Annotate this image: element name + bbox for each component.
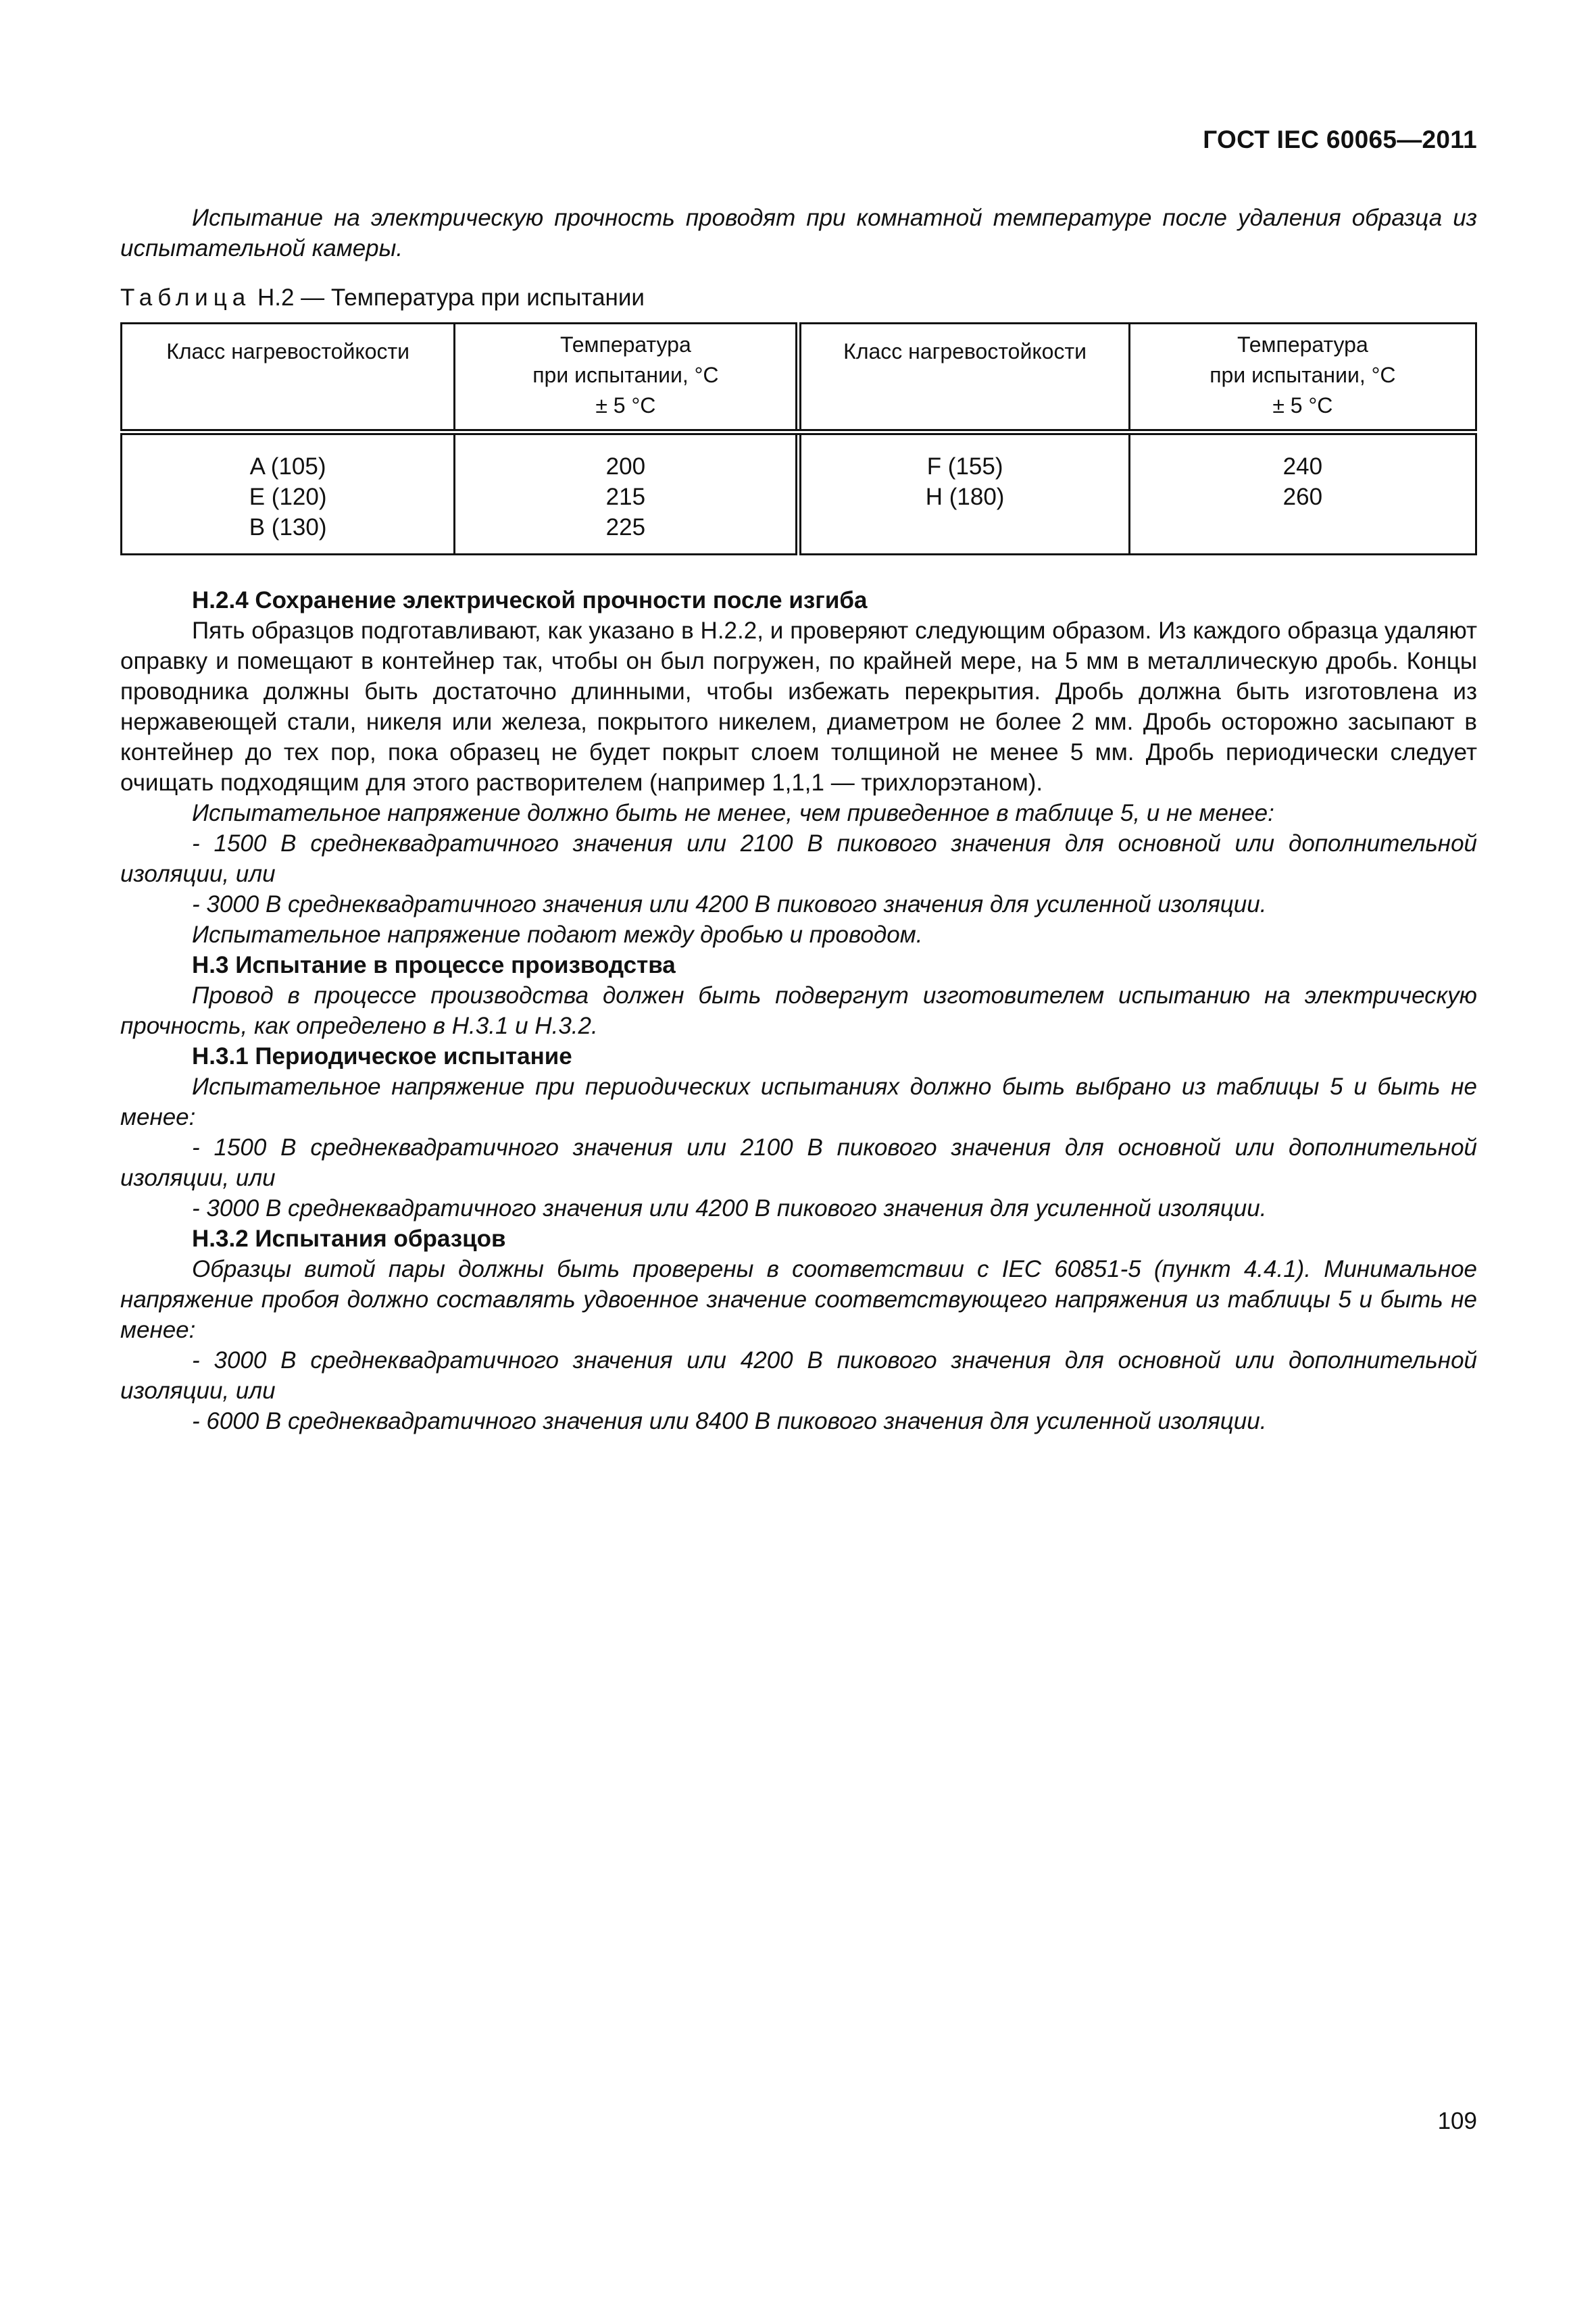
cell-temps-1: 200 215 225 xyxy=(455,432,799,555)
section-h32-title: H.3.2 Испытания образцов xyxy=(192,1226,506,1252)
header-class-1: Класс нагревостойкости xyxy=(122,324,455,432)
table-caption xyxy=(120,282,1477,313)
cell-classes-1: A (105) E (120) B (130) xyxy=(122,432,455,555)
section-h32-item-1: - 3000 В среднеквадратичного значения или 4200 В пикового значения для основной или дополнительной изоляции, или xyxy=(120,1347,1477,1404)
header-temp-2: Температура при испытании, °C ± 5 °C xyxy=(1129,324,1476,432)
table-row xyxy=(122,432,1476,555)
section-h3-body: Провод в процессе производства должен быть подвергнут изготовителем испытанию на электрическую прочность, как определено в H.3.1 и H.3.2. xyxy=(120,982,1477,1039)
table-caption-title: H.2 — Температура при испытании xyxy=(251,284,645,311)
section-h31-body: Испытательное напряжение при периодических испытаниях должно быть выбрано из таблицы 5 и быть не менее: xyxy=(120,1074,1477,1130)
section-h31-item-2: - 3000 В среднеквадратичного значения или 4200 В пикового значения для усиленной изоляции. xyxy=(192,1195,1267,1222)
page-content xyxy=(120,203,1477,1436)
document-header: ГОСТ IEC 60065—2011 xyxy=(1203,126,1477,153)
table-caption-label: Таблица xyxy=(120,284,251,311)
section-h32-item-2: - 6000 В среднеквадратичного значения или 8400 В пикового значения для усиленной изоляции. xyxy=(192,1408,1267,1434)
section-h3-title: H.3 Испытание в процессе производства xyxy=(192,952,676,978)
section-h24-title: H.2.4 Сохранение электрической прочности после изгиба xyxy=(192,587,868,613)
cell-classes-2: F (155) H (180) xyxy=(799,432,1129,555)
section-h32-body: Образцы витой пары должны быть проверены в соответствии с IEC 60851-5 (пункт 4.4.1). Минимальное напряжение пробоя должно составлять удвоенное значение соответствующего напряжения из таблицы 5 и быть не менее: xyxy=(120,1256,1477,1343)
intro-paragraph: Испытание на электрическую прочность проводят при комнатной температуре после удаления образца из испытательной камеры. xyxy=(120,205,1477,261)
section-h24-item-1: - 1500 В среднеквадратичного значения или 2100 В пикового значения для основной или дополнительной изоляции, или xyxy=(120,830,1477,887)
section-h24-requirement: Испытательное напряжение должно быть не менее, чем приведенное в таблице 5, и не менее: xyxy=(192,800,1274,826)
section-h24-body: Пять образцов подготавливают, как указано в H.2.2, и проверяют следующим образом. Из каждого образца удаляют оправку и помещают в контейнер так, чтобы он был погружен, по крайней мере, на 5 мм в металлическую дробь. Концы проводника должны быть достаточно длинными, чтобы избежать перекрытия. Дробь должна быть изготовлена из нержавеющей стали, никеля или железа, покрытого никелем, диаметром не более 2 мм. Дробь осторожно засыпают в контейнер до тех пор, пока образец не будет покрыт слоем толщиной не менее 5 мм. Дробь периодически следует очищать подходящим для этого растворителем (например 1,1,1 — трихлорэтаном). xyxy=(120,618,1477,796)
section-h24-voltage-note: Испытательное напряжение подают между дробью и проводом. xyxy=(192,922,923,948)
cell-temps-2: 240 260 xyxy=(1129,432,1476,555)
temperature-table xyxy=(120,322,1477,555)
page-number: 109 xyxy=(1437,2108,1477,2134)
section-h31-item-1: - 1500 В среднеквадратичного значения или 2100 В пикового значения для основной или дополнительной изоляции, или xyxy=(120,1134,1477,1191)
section-h31-title: H.3.1 Периодическое испытание xyxy=(192,1043,572,1070)
header-class-2: Класс нагревостойкости xyxy=(799,324,1129,432)
header-temp-1: Температура при испытании, °C ± 5 °C xyxy=(455,324,799,432)
table-header-row xyxy=(122,324,1476,432)
section-h24-item-2: - 3000 В среднеквадратичного значения или 4200 В пикового значения для усиленной изоляции. xyxy=(192,891,1267,917)
